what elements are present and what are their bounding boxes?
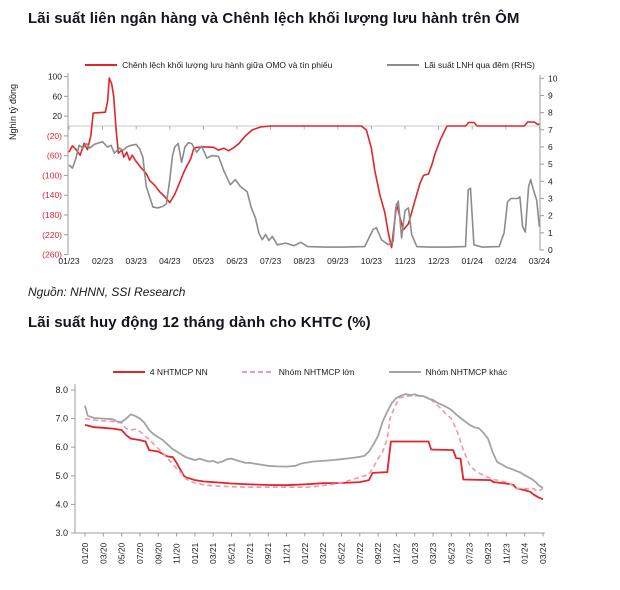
svg-text:0: 0 [548, 245, 553, 255]
svg-text:03/24: 03/24 [528, 256, 551, 266]
svg-text:02/24: 02/24 [495, 256, 517, 266]
svg-text:01/23: 01/23 [58, 256, 80, 266]
svg-text:8: 8 [548, 107, 553, 118]
legend-item-large-banks [242, 367, 355, 377]
svg-text:09/21: 09/21 [263, 542, 274, 564]
svg-text:10: 10 [548, 73, 558, 84]
interbank-omo-chart-canvas [0, 55, 620, 280]
svg-text:7: 7 [548, 124, 553, 135]
svg-text:01/24: 01/24 [461, 256, 483, 266]
y-axis-title-left: Nghìn tỷ đồng [8, 83, 18, 141]
svg-text:07/21: 07/21 [244, 542, 255, 564]
svg-text:02/23: 02/23 [91, 256, 114, 266]
legend-label: Nhóm NHTMCP khác [425, 367, 508, 377]
svg-text:01/24: 01/24 [519, 542, 530, 564]
svg-text:03/23: 03/23 [428, 542, 439, 564]
svg-text:4.0: 4.0 [55, 499, 68, 510]
legend-label: Chênh lệch khối lượng lưu hành giữa OMO và tín phiếu [122, 60, 333, 70]
source-note: Nguồn: NHNN, SSI Research [28, 285, 186, 299]
svg-text:01/21: 01/21 [189, 542, 200, 564]
svg-text:(140): (140) [42, 190, 62, 201]
svg-text:03/24: 03/24 [538, 542, 548, 564]
svg-text:6.0: 6.0 [55, 442, 68, 453]
svg-text:11/23: 11/23 [394, 256, 416, 266]
legend-line-red-icon [113, 371, 145, 373]
svg-text:(260): (260) [42, 249, 62, 260]
svg-text:07/23: 07/23 [259, 256, 282, 266]
svg-text:07/22: 07/22 [354, 542, 365, 564]
svg-text:07/23: 07/23 [464, 542, 475, 564]
svg-text:05/20: 05/20 [116, 542, 127, 564]
svg-text:10/23: 10/23 [360, 256, 383, 266]
svg-text:3: 3 [548, 193, 553, 204]
legend-label: Nhóm NHTMCP lớn [278, 367, 355, 377]
svg-text:09/23: 09/23 [327, 256, 349, 266]
svg-text:03/20: 03/20 [98, 542, 109, 564]
svg-text:(20): (20) [46, 130, 62, 141]
svg-text:(60): (60) [46, 150, 62, 161]
deposit-rate-chart-canvas [0, 380, 620, 590]
legend-item-soe-banks [113, 367, 208, 377]
svg-text:08/23: 08/23 [293, 256, 315, 266]
svg-text:11/22: 11/22 [391, 543, 402, 564]
svg-text:(220): (220) [42, 229, 62, 240]
svg-text:4: 4 [548, 176, 553, 187]
svg-text:60: 60 [52, 91, 62, 102]
svg-text:6: 6 [548, 141, 553, 152]
svg-text:(100): (100) [42, 170, 62, 181]
legend-line-gray-icon [389, 371, 421, 373]
svg-text:09/20: 09/20 [153, 542, 164, 564]
svg-text:11/21: 11/21 [281, 543, 292, 564]
svg-text:09/23: 09/23 [483, 542, 493, 564]
svg-text:01/22: 01/22 [299, 542, 310, 564]
legend-item-other-banks [389, 367, 508, 377]
svg-text:5.0: 5.0 [55, 470, 68, 481]
svg-text:03/23: 03/23 [125, 256, 147, 266]
svg-text:07/20: 07/20 [135, 542, 145, 564]
svg-text:(180): (180) [42, 209, 62, 220]
svg-text:01/23: 01/23 [409, 542, 420, 564]
svg-text:09/22: 09/22 [373, 542, 384, 564]
svg-text:7.0: 7.0 [55, 413, 68, 424]
legend-dashed-pink-icon [242, 371, 274, 373]
legend-label: 4 NHTMCP NN [149, 367, 208, 377]
svg-text:06/23: 06/23 [226, 256, 248, 266]
chart-2-title: Lãi suất huy động 12 tháng dành cho KHTC (%) [28, 314, 371, 331]
svg-text:12/23: 12/23 [427, 256, 450, 266]
svg-text:5: 5 [548, 159, 553, 170]
svg-text:2: 2 [548, 210, 553, 221]
svg-text:1: 1 [548, 227, 553, 238]
svg-text:05/22: 05/22 [336, 542, 347, 564]
svg-text:03/22: 03/22 [318, 542, 329, 564]
svg-text:20: 20 [52, 111, 62, 122]
svg-text:05/23: 05/23 [192, 256, 215, 266]
svg-text:11/23: 11/23 [501, 543, 512, 564]
svg-text:8.0: 8.0 [55, 385, 68, 395]
svg-text:05/23: 05/23 [446, 542, 457, 564]
svg-text:3.0: 3.0 [55, 528, 68, 538]
svg-text:05/21: 05/21 [226, 542, 237, 564]
svg-text:01/20: 01/20 [80, 542, 90, 564]
svg-text:9: 9 [548, 90, 553, 101]
legend-label: Lãi suất LNH qua đêm (RHS) [424, 60, 535, 70]
chart-2-legend [0, 367, 620, 377]
svg-text:11/20: 11/20 [171, 543, 182, 564]
svg-text:100: 100 [47, 71, 62, 82]
svg-text:03/21: 03/21 [208, 542, 219, 564]
chart-1-title: Lãi suất liên ngân hàng và Chênh lệch khối lượng lưu hành trên ÔM [28, 10, 520, 27]
svg-text:04/23: 04/23 [159, 256, 181, 266]
